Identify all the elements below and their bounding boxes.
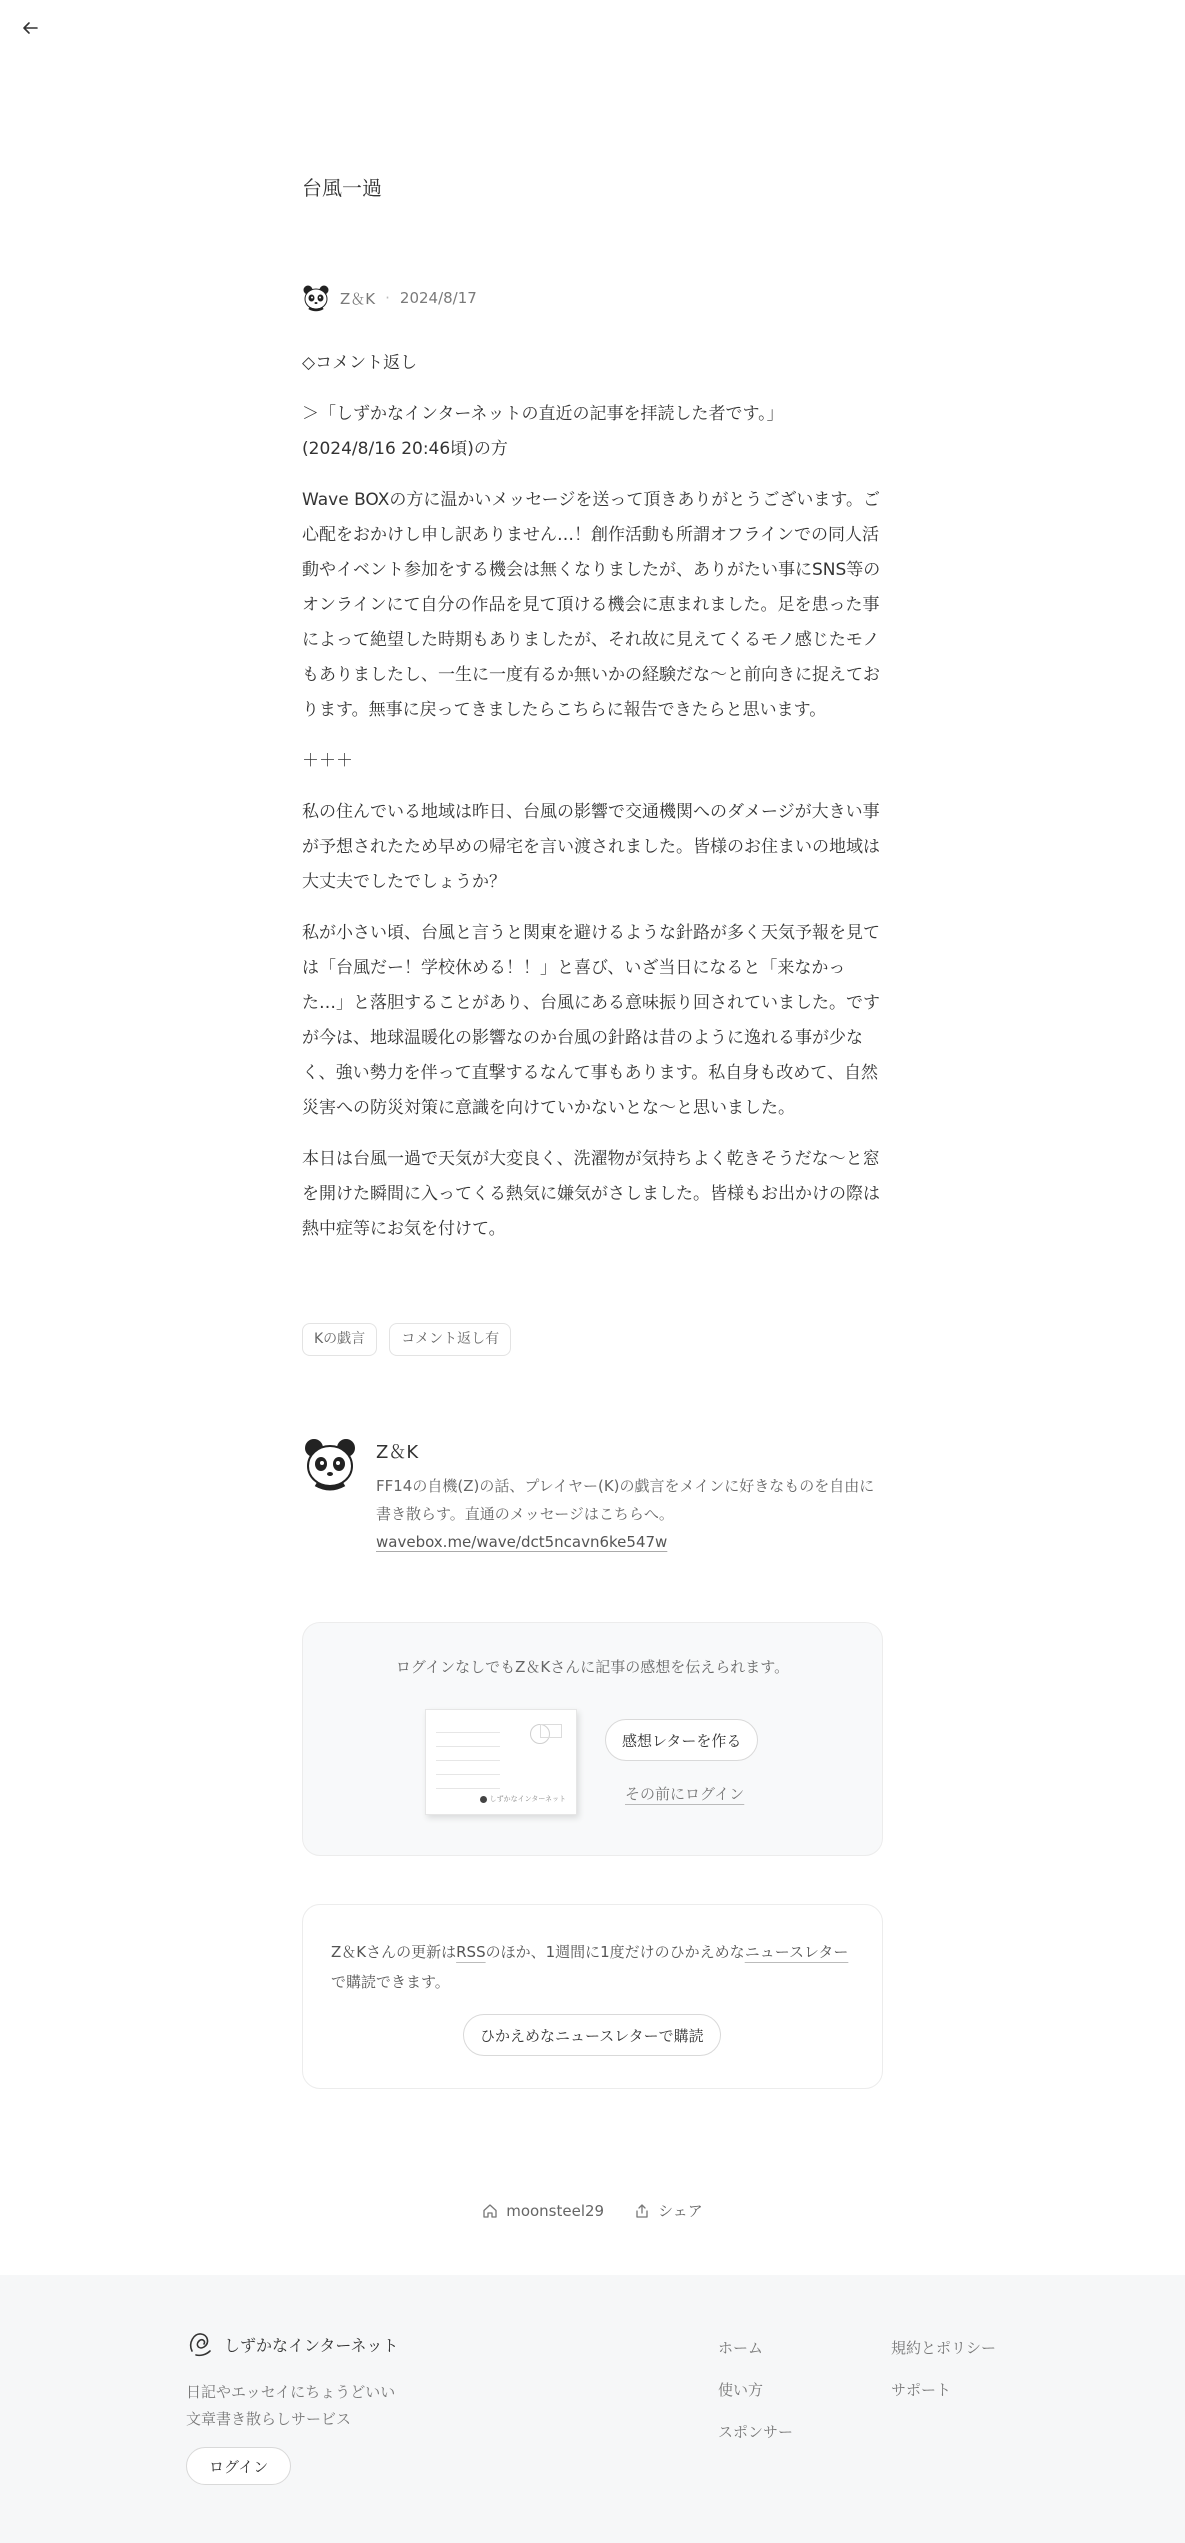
author-name[interactable]: Z＆K <box>340 289 376 308</box>
author-bio-link[interactable]: wavebox.me/wave/dct5ncavn6ke547w <box>376 1533 668 1551</box>
author-info <box>376 1436 883 1556</box>
newsletter-panel <box>302 1904 883 2089</box>
article-paragraph: 私の住んでいる地域は昨日、台風の影響で交通機関へのダメージが大きい事が予想されたため早めの帰宅を言い渡されました。皆様のお住まいの地域は大丈夫でしたでしょうか？ <box>302 802 880 892</box>
postcard-logo: しずかなインターネット <box>480 1794 566 1804</box>
tag-list <box>302 1323 883 1356</box>
article-paragraph: ＞「しずかなインターネットの直近の記事を拝読した者です。」 (2024/8/16 20:46頃)の方 <box>302 404 784 459</box>
footer-nav-column-1 <box>718 2337 793 2463</box>
login-first-link[interactable]: その前にログイン <box>625 1785 745 1803</box>
footer-link-howto[interactable]: 使い方 <box>718 2381 764 2399</box>
footer-tagline: 日記やエッセイにちょうどいい 文章書き散らしサービス <box>186 2383 396 2428</box>
rss-link[interactable]: RSS <box>456 1943 486 1961</box>
home-link-label: moonsteel29 <box>506 2201 605 2220</box>
tag-chip[interactable]: Kの戯言 <box>302 1323 377 1356</box>
share-link[interactable] <box>634 2200 703 2221</box>
article-meta <box>302 284 883 312</box>
footer-link-terms[interactable]: 規約とポリシー <box>891 2339 997 2357</box>
footer-link-sponsor[interactable]: スポンサー <box>718 2423 794 2441</box>
panda-avatar-icon[interactable] <box>302 284 330 312</box>
article-body <box>302 346 883 1263</box>
site-footer <box>0 2275 1185 2543</box>
feedback-letter-panel <box>302 1622 883 1856</box>
panda-avatar-icon[interactable] <box>302 1436 358 1492</box>
create-letter-button[interactable]: 感想レターを作る <box>605 1719 758 1761</box>
footer-nav-column-2 <box>891 2337 996 2421</box>
footer-brand[interactable] <box>186 2329 399 2359</box>
home-icon <box>482 2203 498 2219</box>
subscribe-newsletter-button[interactable]: ひかえめなニュースレターで購読 <box>463 2014 721 2056</box>
brand-name: しずかなインターネット <box>224 2335 399 2355</box>
tag-chip[interactable]: コメント返し有 <box>389 1323 511 1356</box>
share-icon <box>634 2203 650 2219</box>
article-paragraph: ＋＋＋ <box>302 751 353 771</box>
brand-logo-icon <box>186 2329 216 2359</box>
footer-link-support[interactable]: サポート <box>891 2381 952 2399</box>
author-card-name[interactable]: Z＆K <box>376 1442 419 1463</box>
article-paragraph: 本日は台風一過で天気が大変良く、洗濯物が気持ちよく乾きそうだな〜と窓を開けた瞬間に入ってくる熱気に嫌気がさしました。皆様もお出かけの際は熱中症等にお気を付けて。 <box>302 1149 880 1239</box>
home-link[interactable] <box>482 2200 604 2221</box>
footer-link-home[interactable]: ホーム <box>718 2339 764 2357</box>
share-link-label: シェア <box>658 2202 703 2220</box>
newsletter-text: Z＆Kさんの更新はRSSのほか、1週間に1度だけのひかえめなニュースレターで購読できます。 <box>331 1943 849 1991</box>
article-paragraph: ◇コメント返し <box>302 353 418 373</box>
article-paragraph: Wave BOXの方に温かいメッセージを送って頂きありがとうございます。ご心配をおかけし申し訳ありません…！創作活動も所謂オフラインでの同人活動やイベント参加をする機会は無くなりましたが、ありがたい事にSNS等のオンラインにて自分の作品を見て頂ける機会に恵まれました。足を患った事によって絶望した時期もありましたが、それ故に見えてくるモノ感じたモノもありましたし、一生に一度有るか無いかの経験だな〜と前向きに捉えております。無事に戻ってきましたらこちらに報告できたらと思います。 <box>302 490 881 720</box>
back-button[interactable] <box>18 16 42 40</box>
meta-separator: · <box>385 289 390 307</box>
author-bio: FF14の自機(Z)の話、プレイヤー(K)の戯言をメインに好きなものを自由に書き散らす。直通のメッセージはこちらへ。 <box>376 1477 875 1523</box>
author-card <box>302 1436 883 1556</box>
footer-login-button[interactable]: ログイン <box>186 2447 291 2485</box>
article-paragraph: 私が小さい頃、台風と言うと関東を避けるような針路が多く天気予報を見ては「台風だー！学校休める！！」と喜び、いざ当日になると「来なかった…」と落胆することがあり、台風にある意味振り回されていました。ですが今は、地球温暖化の影響なのか台風の針路は昔のように逸れる事が少なく、強い勢力を伴って直撃するなんて事もあります。私自身も改めて、自然災害への防災対策に意識を向けていかないとな〜と思いました。 <box>302 923 880 1118</box>
postcard-illustration <box>425 1709 577 1815</box>
page-links <box>0 2200 1185 2221</box>
stamp-icon <box>540 1724 562 1738</box>
page-title: 台風一過 <box>302 176 382 200</box>
arrow-left-icon <box>21 19 39 37</box>
letter-message: ログインなしでもZ＆Kさんに記事の感想を伝えられます。 <box>395 1658 790 1676</box>
post-date: 2024/8/17 <box>399 289 477 307</box>
newsletter-link[interactable]: ニュースレター <box>744 1943 849 1961</box>
